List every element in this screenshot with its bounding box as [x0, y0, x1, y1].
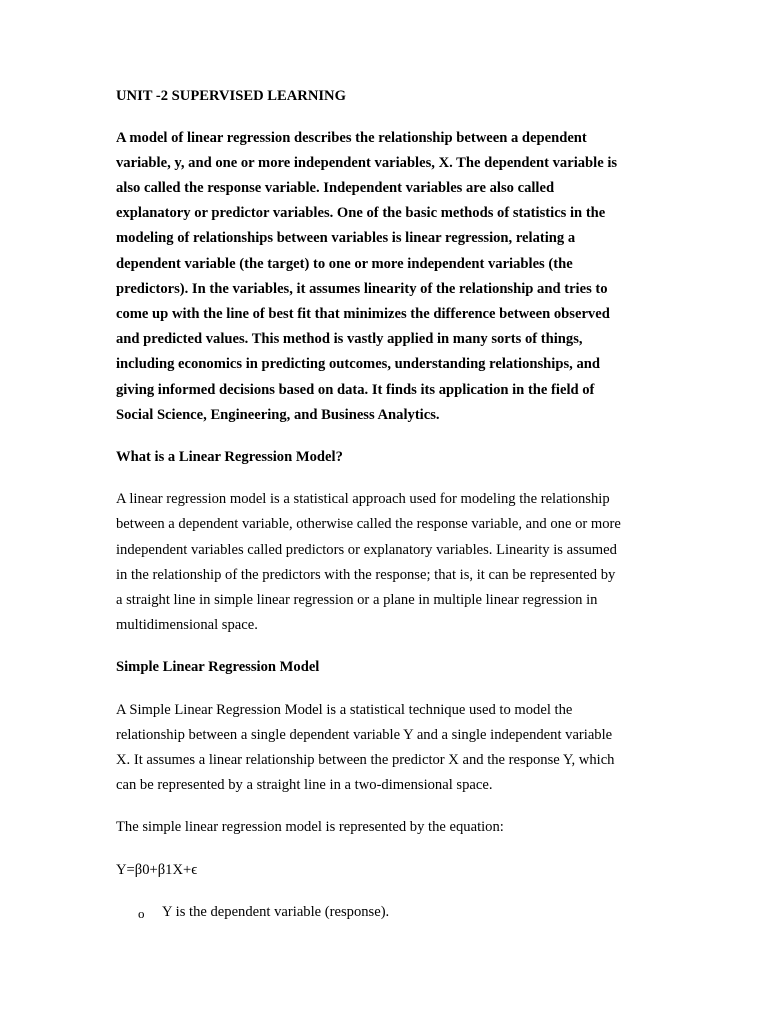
intro-line: modeling of relationships between variables is linear regression, relating a [116, 230, 576, 246]
paragraph-line: can be represented by a straight line in a two-dimensional space. [116, 777, 493, 793]
paragraph-line: A Simple Linear Regression Model is a statistical technique used to model the [116, 702, 573, 718]
regression-equation: Y=β0+β1X+ϵ [116, 862, 198, 878]
section-heading-linear-regression-model: What is a Linear Regression Model? [116, 449, 343, 465]
intro-line: also called the response variable. Independent variables are also called [116, 180, 555, 196]
intro-line: variable, y, and one or more independent variables, X. The dependent variable is [116, 155, 618, 171]
paragraph-line: independent variables called predictors or explanatory variables. Linearity is assumed [116, 542, 617, 558]
intro-line: A model of linear regression describes the relationship between a dependent [116, 130, 587, 146]
bullet-text: Y is the dependent variable (response). [162, 904, 390, 920]
intro-line: including economics in predicting outcomes, understanding relationships, and [116, 356, 600, 372]
paragraph-line: A linear regression model is a statistical approach used for modeling the relationship [116, 491, 610, 507]
paragraph-line: in the relationship of the predictors with the response; that is, it can be represented by [116, 567, 616, 583]
intro-line: explanatory or predictor variables. One of the basic methods of statistics in the [116, 205, 606, 221]
paragraph-line: multidimensional space. [116, 617, 258, 633]
unit-heading: UNIT -2 SUPERVISED LEARNING [116, 88, 346, 104]
intro-line: Social Science, Engineering, and Business Analytics. [116, 407, 440, 423]
intro-line: come up with the line of best fit that minimizes the difference between observed [116, 306, 610, 322]
paragraph-line: a straight line in simple linear regression or a plane in multiple linear regression in [116, 592, 598, 608]
bullet-marker: o [138, 906, 145, 921]
paragraph-line: between a dependent variable, otherwise called the response variable, and one or more [116, 516, 621, 532]
section-heading-simple-linear-regression: Simple Linear Regression Model [116, 659, 320, 675]
intro-line: predictors). In the variables, it assumes linearity of the relationship and tries to [116, 281, 608, 297]
intro-line: dependent variable (the target) to one or more independent variables (the [116, 256, 573, 272]
intro-line: giving informed decisions based on data. It finds its application in the field of [116, 382, 595, 398]
paragraph-line: relationship between a single dependent variable Y and a single independent variable [116, 727, 613, 743]
equation-intro: The simple linear regression model is represented by the equation: [116, 819, 504, 835]
paragraph-line: X. It assumes a linear relationship between the predictor X and the response Y, which [116, 752, 615, 768]
intro-line: and predicted values. This method is vastly applied in many sorts of things, [116, 331, 583, 347]
